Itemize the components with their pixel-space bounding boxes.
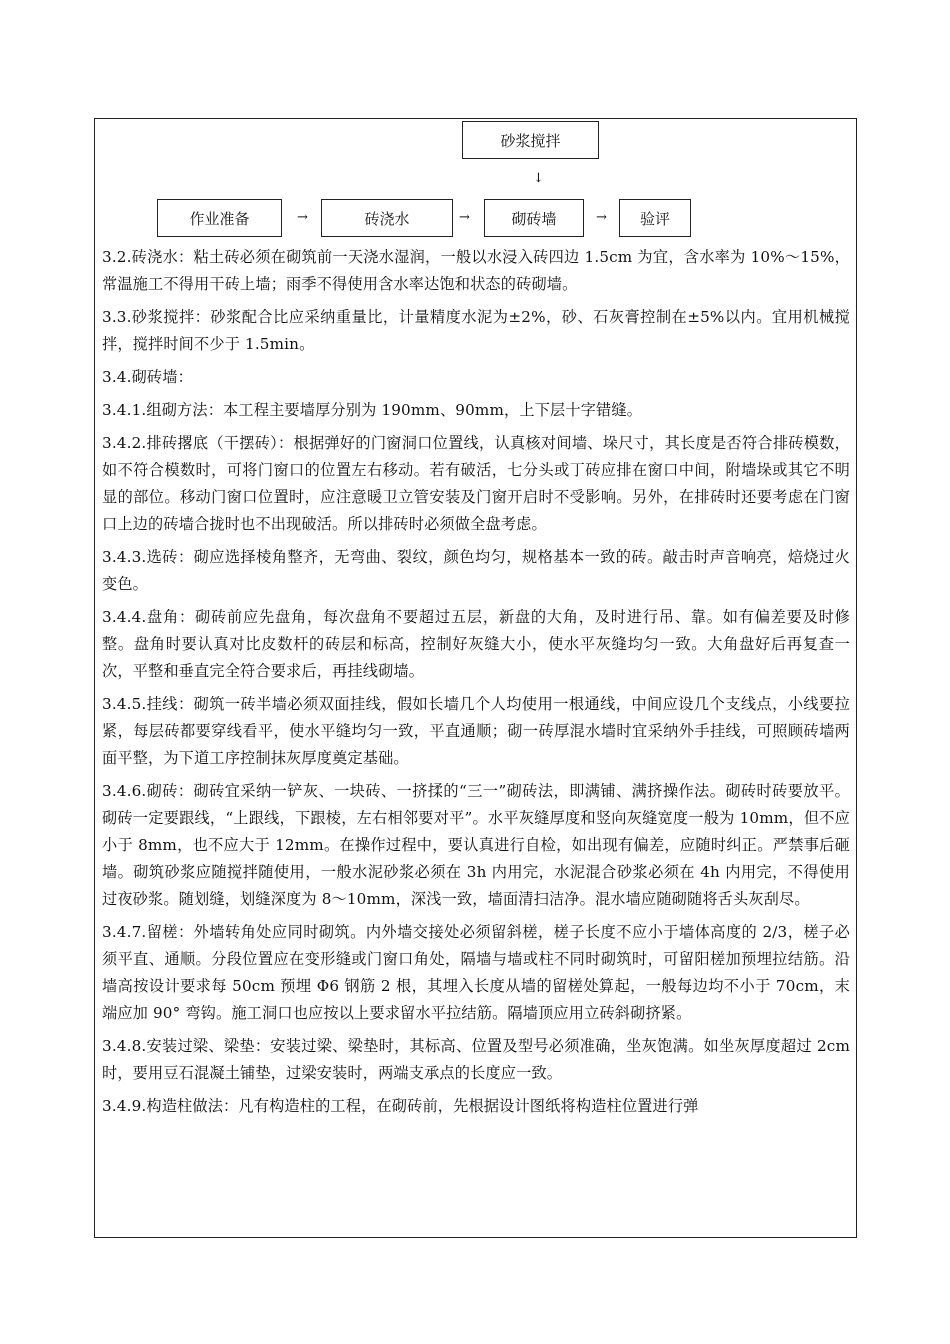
down-arrow-icon: ↓ — [533, 171, 544, 186]
paragraph-lintel-install: 3.4.8.安装过梁、梁垫：安装过梁、梁垫时，其标高、位置及型号必须准确，坐灰饱满。如坐灰厚度超过 2cm 时，要用豆石混凝土铺垫，过梁安装时，两端支承点的长度应一致。 — [102, 1037, 850, 1082]
paragraph-bond-method: 3.4.1.组砌方法：本工程主要墙厚分别为 190mm、90mm，上下层十字错缝。 — [102, 401, 643, 419]
paragraph-toothing: 3.4.7.留槎：外墙转角处应同时砌筑。内外墙交接处必须留斜槎，槎子长度不应小于墙体高度的 2/3，槎子必须平直、通顺。分段位置应在变形缝或门窗口角处，隔墙与墙或柱不同时砌筑时，可留阳槎加预埋拉结筋。沿墙高按设计要求每 50cm 预埋 Φ6 钢筋 2 根，其埋入长度从墙的留槎处算起，一般每边均不小于 70cm，末端应加 90° 弯钩。施工洞口也应按以上要求留水平拉结筋。隔墙顶应用立砖斜砌挤紧。 — [102, 923, 850, 1022]
right-arrow-icon: → — [596, 210, 607, 225]
flow-box-label: 验评 — [639, 209, 670, 228]
paragraph-dry-layout: 3.4.2.排砖撂底（干摆砖）：根据弹好的门窗洞口位置线，认真核对间墙、垛尺寸，其长度是否符合排砖模数，如不符合模数时，可将门窗口的位置左右移动。若有破活，七分头或丁砖应排在窗口中间，附墙垛或其它不明显的部位。移动门窗口位置时，应注意暖卫立管安装及门窗开启时不受影响。另外，在排砖时还要考虑在门窗口上边的砖墙合拢时也不出现破活。所以排砖时必须做全盘考虑。 — [102, 434, 850, 533]
flow-box-brick-watering — [321, 199, 453, 237]
flow-box-evaluation — [619, 199, 691, 237]
paragraph-brick-wall: 3.4.砌砖墙： — [102, 368, 193, 386]
paragraph-brick-laying: 3.4.6.砌砖：砌砖宜采纳一铲灰、一块砖、一挤揉的“三一”砌砖法，即满铺、满挤操作法。砌砖时砖要放平。砌砖一定要跟线，“上跟线，下跟棱，左右相邻要对平”。水平灰缝厚度和竖向灰缝宽度一般为 10mm，但不应小于 8mm，也不应大于 12mm。在操作过程中，要认真进行自检，如出现有偏差，应随时纠正。严禁事后砸墙。砌筑砂浆应随搅拌随使用，一般水泥砂浆必须在 3h 内用完，水泥混合砂浆必须在 4h 内用完，不得使用过夜砂浆。随划缝，划缝深度为 8～10mm，深浅一致，墙面清扫洁净。混水墙应随砌随将舌头灰刮尽。 — [102, 782, 850, 908]
body-text — [102, 244, 850, 1126]
flow-box-label: 砖浇水 — [364, 209, 410, 228]
flow-box-label: 砌砖墙 — [511, 209, 557, 228]
flow-box-brick-laying — [484, 199, 584, 237]
paragraph-line-hanging: 3.4.5.挂线：砌筑一砖半墙必须双面挂线，假如长墙几个人均使用一根通线，中间应设几个支线点，小线要拉紧，每层砖都要穿线看平，使水平缝均匀一致，平直通顺；砌一砖厚混水墙时宜采纳外手挂线，可照顾砖墙两面平整，为下道工序控制抹灰厚度奠定基础。 — [102, 695, 850, 767]
right-arrow-icon: → — [297, 210, 308, 225]
flow-box-label: 砂浆搅拌 — [500, 131, 561, 150]
paragraph-corner-building: 3.4.4.盘角：砌砖前应先盘角，每次盘角不要超过五层，新盘的大角，及时进行吊、靠。如有偏差要及时修整。盘角时要认真对比皮数杆的砖层和标高，控制好灰缝大小，使水平灰缝均匀一致。大角盘好后再复查一次，平整和垂直完全符合要求后，再挂线砌墙。 — [102, 608, 850, 680]
paragraph-brick-watering: 3.2.砖浇水：粘土砖必须在砌筑前一天浇水湿润，一般以水浸入砖四边 1.5cm 为宜，含水率为 10%～15%，常温施工不得用干砖上墙；雨季不得使用含水率达饱和状态的砖砌墙。 — [102, 248, 850, 293]
flow-box-preparation — [157, 199, 282, 237]
right-arrow-icon: → — [459, 210, 470, 225]
paragraph-structural-column: 3.4.9.构造柱做法：凡有构造柱的工程，在砌砖前，先根据设计图纸将构造柱位置进行弹 — [102, 1097, 699, 1115]
paragraph-brick-selection: 3.4.3.选砖：砌应选择棱角整齐，无弯曲、裂纹，颜色均匀，规格基本一致的砖。敲击时声音响亮，焙烧过火变色。 — [102, 548, 850, 593]
flow-box-label: 作业准备 — [189, 209, 250, 228]
flow-box-mortar-mixing — [462, 121, 599, 159]
paragraph-mortar-mixing: 3.3.砂浆搅拌：砂浆配合比应采纳重量比，计量精度水泥为±2%，砂、石灰膏控制在±5%以内。宜用机械搅拌，搅拌时间不少于 1.5min。 — [102, 308, 850, 353]
